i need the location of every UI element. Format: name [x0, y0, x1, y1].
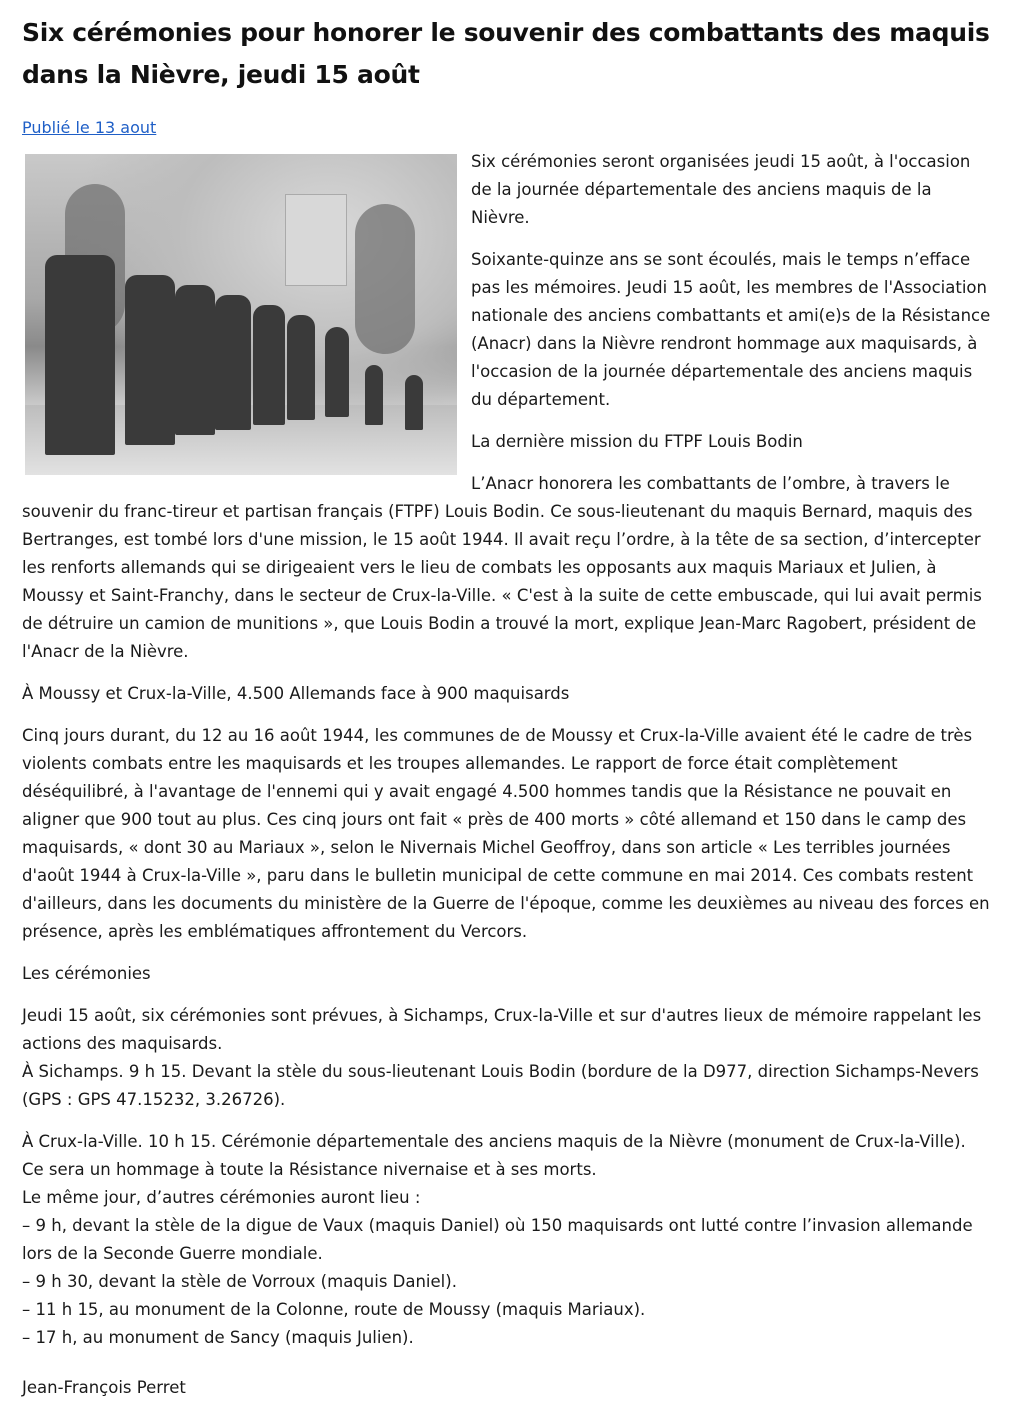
list-item: – 17 h, au monument de Sancy (maquis Julien).	[22, 1328, 414, 1347]
list-item: – 9 h, devant la stèle de la digue de Vaux (maquis Daniel) où 150 maquisards ont lutté contre l’invasion allemande lors de la Seconde Guerre mondiale.	[22, 1216, 973, 1263]
article-title: Six cérémonies pour honorer le souvenir des combattants des maquis dans la Nièvre, jeudi 15 août	[22, 18, 990, 89]
list-item: – 11 h 15, au monument de la Colonne, route de Moussy (maquis Mariaux).	[22, 1300, 646, 1319]
list-item: – 9 h 30, devant la stèle de Vorroux (maquis Daniel).	[22, 1272, 457, 1291]
author-signature: Jean-François Perret	[22, 1378, 186, 1397]
article-body	[22, 148, 992, 1402]
paragraph-crux: À Crux-la-Ville. 10 h 15. Cérémonie départementale des anciens maquis de la Nièvre (monument de Crux-la-Ville). Ce sera un hommage à toute la Résistance nivernaise et à ses morts.	[22, 1132, 966, 1179]
subheading-moussy: À Moussy et Crux-la-Ville, 4.500 Allemands face à 900 maquisards	[22, 684, 570, 703]
paragraph-other-ceremonies: Le même jour, d’autres cérémonies auront lieu :	[22, 1188, 421, 1207]
subheading-ceremonies: Les cérémonies	[22, 964, 151, 983]
paragraph-sichamps: À Sichamps. 9 h 15. Devant la stèle du sous-lieutenant Louis Bodin (bordure de la D977, direction Sichamps-Nevers (GPS : GPS 47.15232, 3.26726).	[22, 1062, 979, 1109]
paragraph-ceremonies: Jeudi 15 août, six cérémonies sont prévues, à Sichamps, Crux-la-Ville et sur d'autres lieux de mémoire rappelant les actions des maquisards.	[22, 1006, 982, 1053]
paragraph-bodin: L’Anacr honorera les combattants de l’ombre, à travers le souvenir du franc-tireur et partisan français (FTPF) Louis Bodin. Ce sous-lieutenant du maquis Bernard, maquis des Bertranges, est tombé lors d'une mission, le 15 août 1944. Il avait reçu l’ordre, à la tête de sa section, d’intercepter les renforts allemands qui se dirigeaient vers le lieu de combats les opposants aux maquis Mariaux et Julien, à Moussy et Saint-Franchy, dans le secteur de Crux-la-Ville. « C'est à la suite de cette embuscade, qui lui avait permis de détruire un camion de munitions », que Louis Bodin a trouvé la mort, explique Jean-Marc Ragobert, président de l'Anacr de la Nièvre.	[22, 474, 982, 661]
paragraph-context: Soixante-quinze ans se sont écoulés, mais le temps n’efface pas les mémoires. Jeudi 15 août, les membres de l'Association nationale des anciens combattants et ami(e)s de la Résistance (Anacr) dans la Nièvre rendront hommage aux maquisards, à l'occasion de la journée départementale des anciens maquis du département.	[471, 250, 991, 409]
article	[22, 0, 992, 1416]
published-date-link[interactable]: Publié le 13 aout	[22, 118, 157, 137]
article-photo	[25, 154, 457, 475]
subheading-mission: La dernière mission du FTPF Louis Bodin	[471, 432, 803, 451]
paragraph-intro: Six cérémonies seront organisées jeudi 15 août, à l'occasion de la journée départementale des anciens maquis de la Nièvre.	[471, 152, 971, 227]
paragraph-combats: Cinq jours durant, du 12 au 16 août 1944, les communes de de Moussy et Crux-la-Ville avaient été le cadre de très violents combats entre les maquisards et les troupes allemandes. Le rapport de force était complètement déséquilibré, à l'avantage de l'ennemi qui y avait engagé 4.500 hommes tandis que la Résistance ne pouvait en aligner que 900 tout au plus. Ces cinq jours ont fait « près de 400 morts » côté allemand et 150 dans le camp des maquisards, « dont 30 au Mariaux », selon le Nivernais Michel Geoffroy, dans son article « Les terribles journées d'août 1944 à Crux-la-Ville », paru dans le bulletin municipal de cette commune en mai 2014. Ces combats restent d'ailleurs, dans les documents du ministère de la Guerre de l'époque, comme les deuxièmes au niveau des forces en présence, après les emblématiques affrontement du Vercors.	[22, 726, 990, 941]
